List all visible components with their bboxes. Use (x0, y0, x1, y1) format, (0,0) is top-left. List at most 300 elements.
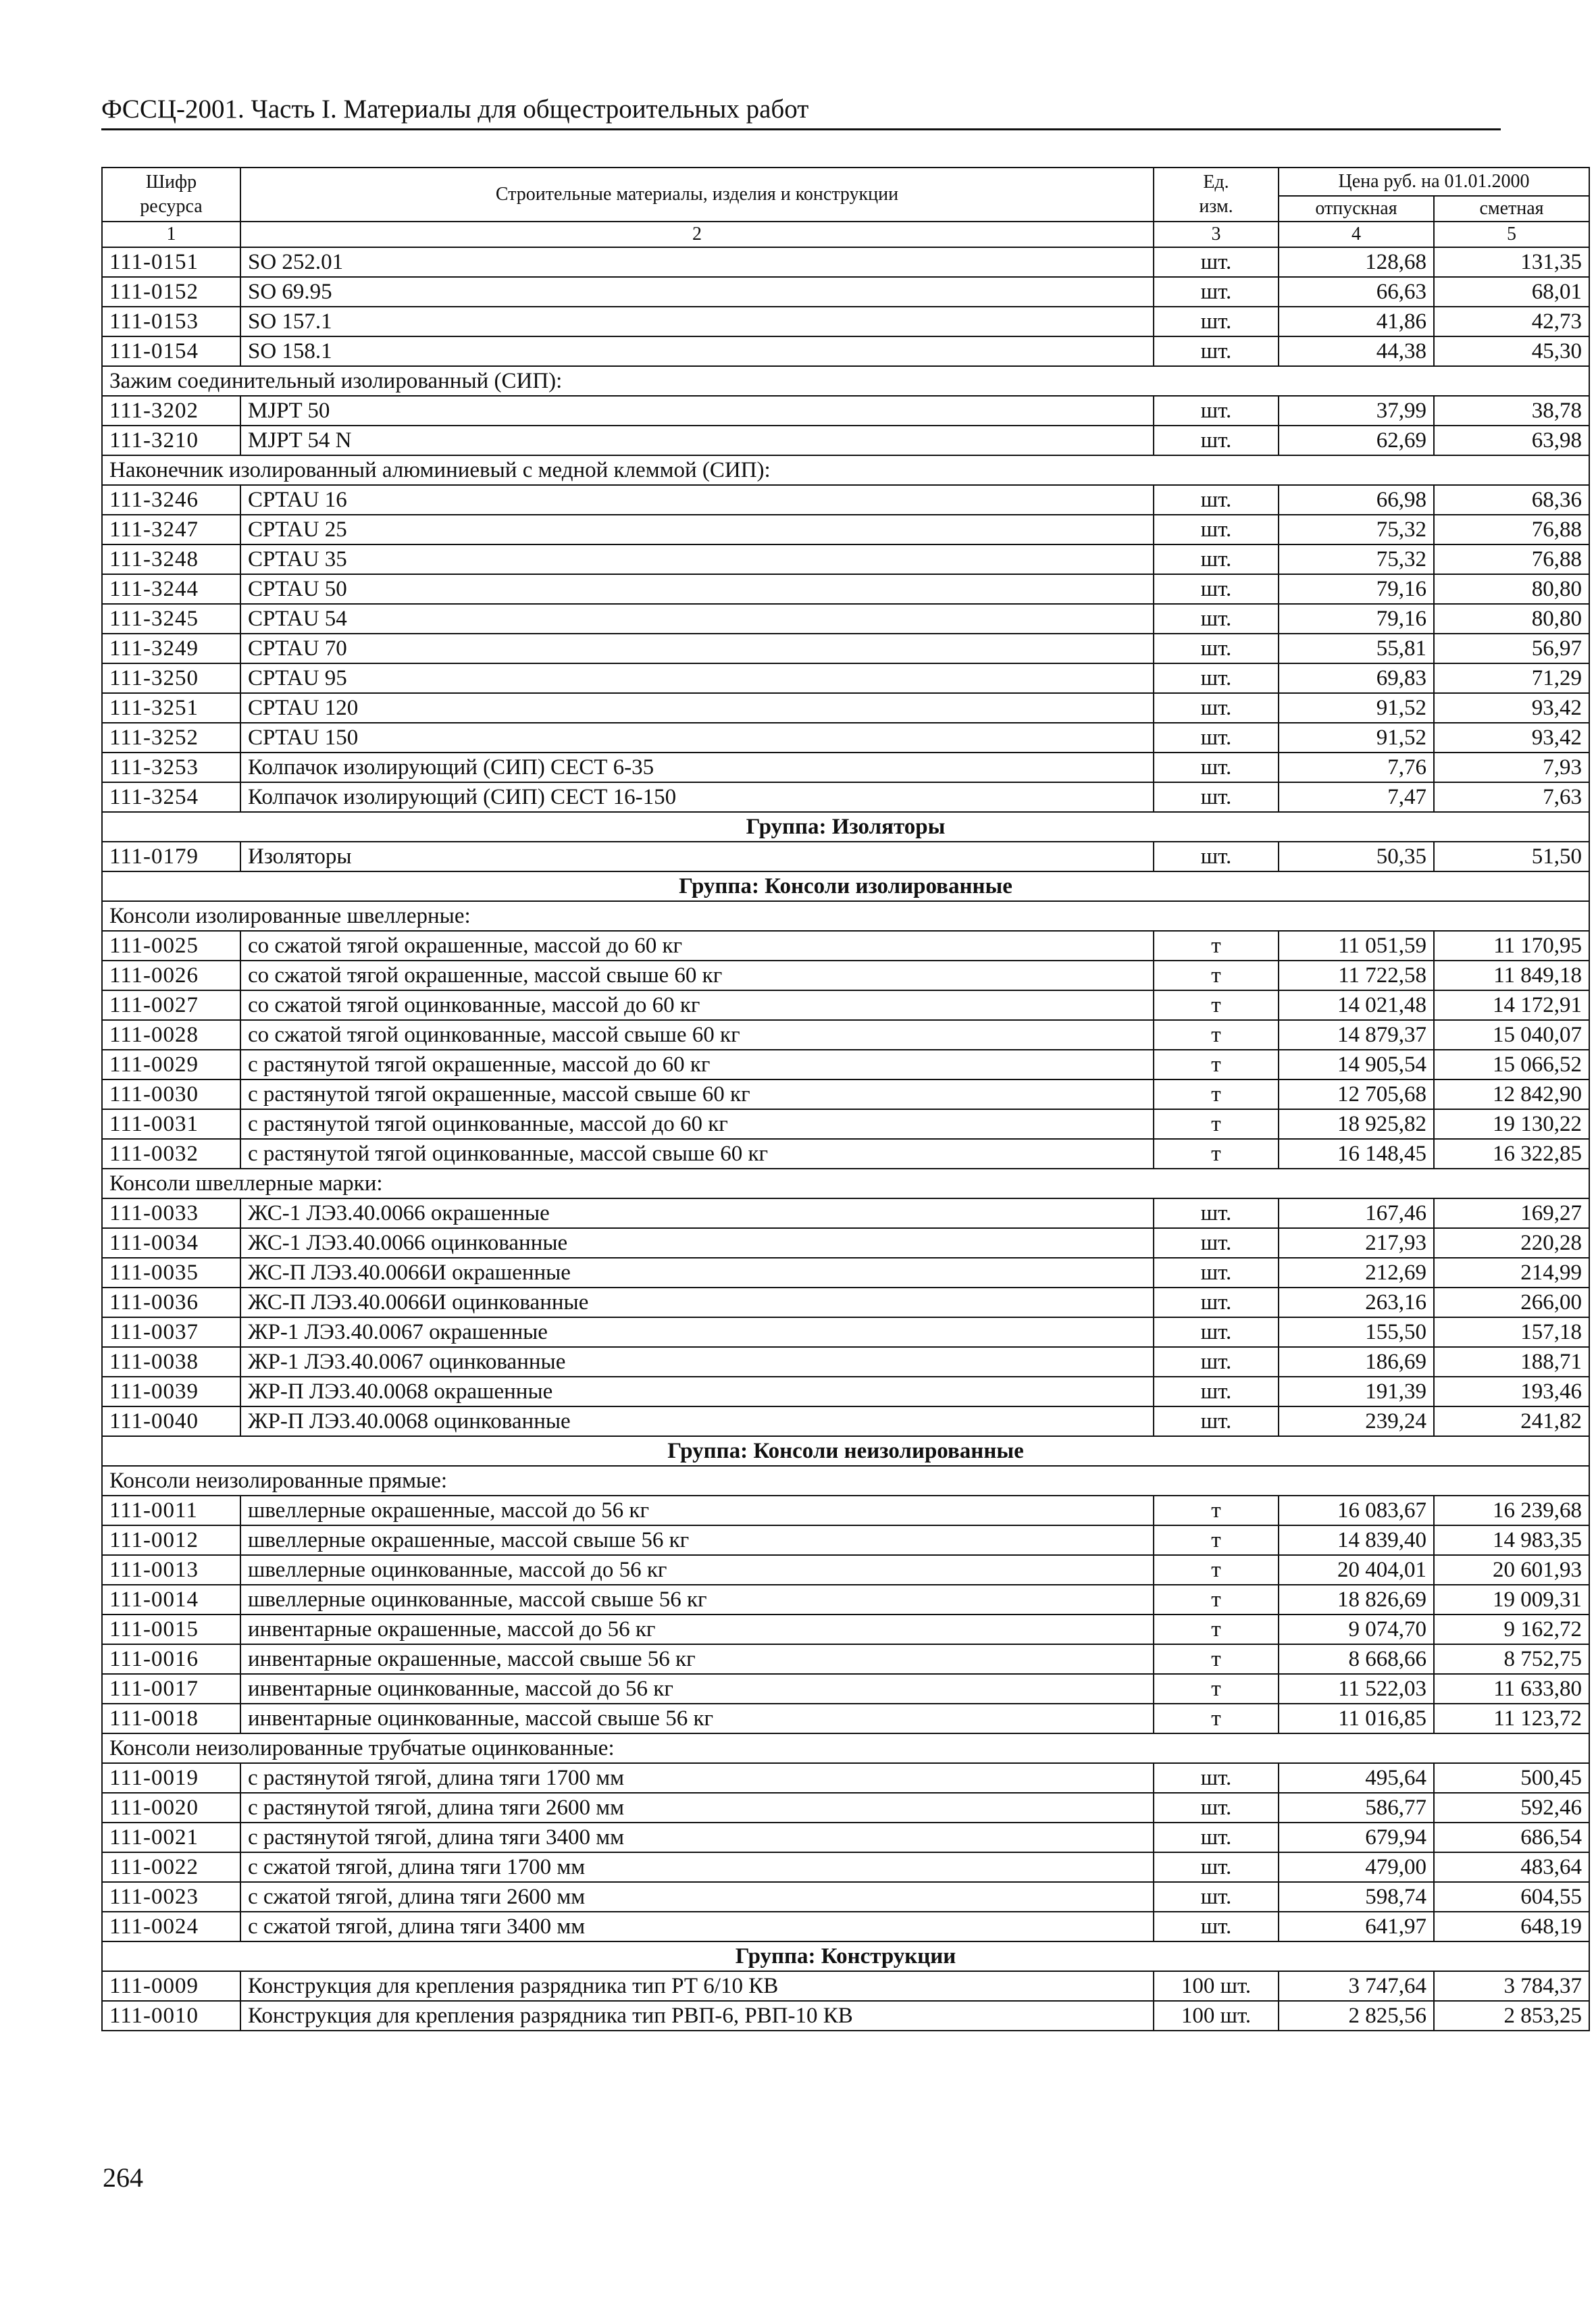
release-price-cell: 679,94 (1279, 1823, 1434, 1852)
table-row (102, 1228, 1589, 1258)
material-name-cell: ЖР-П ЛЭ3.40.0068 окрашенные (240, 1377, 1154, 1406)
release-price-cell: 16 083,67 (1279, 1496, 1434, 1525)
release-price-cell: 14 905,54 (1279, 1050, 1434, 1079)
resource-code-cell: 111-3249 (102, 634, 240, 663)
table-row (102, 1050, 1589, 1079)
estimate-price-cell: 19 130,22 (1434, 1109, 1589, 1139)
material-name-cell: со сжатой тягой оцинкованные, массой до 60 кг (240, 990, 1154, 1020)
col-unit-line2: изм. (1199, 196, 1233, 217)
table-row (102, 782, 1589, 812)
col-code-header (102, 168, 240, 222)
material-name-cell: ЖС-П ЛЭ3.40.0066И окрашенные (240, 1258, 1154, 1288)
table-row (102, 307, 1589, 336)
group-heading: Группа: Изоляторы (102, 812, 1589, 842)
resource-code-cell: 111-0025 (102, 931, 240, 961)
table-row (102, 1020, 1589, 1050)
material-name-cell: ЖР-1 ЛЭ3.40.0067 окрашенные (240, 1317, 1154, 1347)
estimate-price-cell: 11 849,18 (1434, 961, 1589, 990)
release-price-cell: 263,16 (1279, 1288, 1434, 1317)
table-row (102, 277, 1589, 307)
resource-code-cell: 111-0013 (102, 1555, 240, 1585)
table-row (102, 1674, 1589, 1704)
estimate-price-cell: 15 040,07 (1434, 1020, 1589, 1050)
estimate-price-cell: 3 784,37 (1434, 1971, 1589, 2001)
unit-cell: шт. (1154, 574, 1279, 604)
estimate-price-cell: 45,30 (1434, 336, 1589, 366)
material-name-cell: с растянутой тягой, длина тяги 1700 мм (240, 1763, 1154, 1793)
material-name-cell: с растянутой тягой, длина тяги 2600 мм (240, 1793, 1154, 1823)
resource-code-cell: 111-0026 (102, 961, 240, 990)
estimate-price-cell: 14 983,35 (1434, 1525, 1589, 1555)
table-row (102, 1347, 1589, 1377)
material-name-cell: ЖР-П ЛЭ3.40.0068 оцинкованные (240, 1406, 1154, 1436)
resource-code-cell: 111-0027 (102, 990, 240, 1020)
resource-code-cell: 111-0033 (102, 1198, 240, 1228)
estimate-price-cell: 8 752,75 (1434, 1644, 1589, 1674)
table-row (102, 426, 1589, 455)
subgroup-heading: Зажим соединительный изолированный (СИП): (102, 366, 1589, 396)
material-name-cell: Колпачок изолирующий (СИП) СЕСТ 16-150 (240, 782, 1154, 812)
resource-code-cell: 111-0021 (102, 1823, 240, 1852)
unit-cell: т (1154, 961, 1279, 990)
material-name-cell: с растянутой тягой оцинкованные, массой до 60 кг (240, 1109, 1154, 1139)
table-row (102, 931, 1589, 961)
resource-code-cell: 111-3254 (102, 782, 240, 812)
material-name-cell: со сжатой тягой окрашенные, массой до 60 кг (240, 931, 1154, 961)
unit-cell: шт. (1154, 1882, 1279, 1912)
material-name-cell: швеллерные оцинкованные, массой свыше 56 кг (240, 1585, 1154, 1615)
table-row (102, 485, 1589, 515)
material-name-cell: SO 158.1 (240, 336, 1154, 366)
unit-cell: шт. (1154, 663, 1279, 693)
release-price-cell: 9 074,70 (1279, 1615, 1434, 1644)
table-row (102, 693, 1589, 723)
unit-cell: шт. (1154, 544, 1279, 574)
estimate-price-cell: 68,36 (1434, 485, 1589, 515)
estimate-price-cell: 16 322,85 (1434, 1139, 1589, 1169)
table-row (102, 1377, 1589, 1406)
resource-code-cell: 111-0029 (102, 1050, 240, 1079)
group-heading-row (102, 1941, 1589, 1971)
unit-cell: шт. (1154, 634, 1279, 663)
col-number-1: 1 (102, 222, 240, 247)
material-name-cell: с сжатой тягой, длина тяги 2600 мм (240, 1882, 1154, 1912)
table-row (102, 990, 1589, 1020)
subgroup-heading-row (102, 455, 1589, 485)
resource-code-cell: 111-0009 (102, 1971, 240, 2001)
material-name-cell: CPTAU 35 (240, 544, 1154, 574)
release-price-cell: 91,52 (1279, 693, 1434, 723)
estimate-price-cell: 9 162,72 (1434, 1615, 1589, 1644)
table-row (102, 1704, 1589, 1733)
col-code-line2: ресурса (140, 196, 203, 217)
table-row (102, 1615, 1589, 1644)
col-price-header: Цена руб. на 01.01.2000 (1279, 168, 1589, 196)
material-name-cell: Колпачок изолирующий (СИП) СЕСТ 6-35 (240, 753, 1154, 782)
estimate-price-cell: 11 633,80 (1434, 1674, 1589, 1704)
estimate-price-cell: 592,46 (1434, 1793, 1589, 1823)
material-name-cell: CPTAU 50 (240, 574, 1154, 604)
resource-code-cell: 111-3247 (102, 515, 240, 544)
subgroup-heading-row (102, 1169, 1589, 1198)
estimate-price-cell: 11 123,72 (1434, 1704, 1589, 1733)
table-row (102, 1109, 1589, 1139)
resource-code-cell: 111-0153 (102, 307, 240, 336)
release-price-cell: 20 404,01 (1279, 1555, 1434, 1585)
unit-cell: шт. (1154, 307, 1279, 336)
release-price-cell: 239,24 (1279, 1406, 1434, 1436)
release-price-cell: 41,86 (1279, 307, 1434, 336)
table-header (102, 168, 1589, 247)
table-row (102, 1823, 1589, 1852)
unit-cell: шт. (1154, 1823, 1279, 1852)
table-row (102, 1912, 1589, 1941)
table-row (102, 1555, 1589, 1585)
release-price-cell: 186,69 (1279, 1347, 1434, 1377)
estimate-price-cell: 80,80 (1434, 574, 1589, 604)
estimate-price-cell: 220,28 (1434, 1228, 1589, 1258)
estimate-price-cell: 76,88 (1434, 515, 1589, 544)
unit-cell: т (1154, 1079, 1279, 1109)
resource-code-cell: 111-3210 (102, 426, 240, 455)
release-price-cell: 18 826,69 (1279, 1585, 1434, 1615)
estimate-price-cell: 11 170,95 (1434, 931, 1589, 961)
unit-cell: шт. (1154, 426, 1279, 455)
unit-cell: т (1154, 1050, 1279, 1079)
release-price-cell: 128,68 (1279, 247, 1434, 277)
release-price-cell: 37,99 (1279, 396, 1434, 426)
table-row (102, 1971, 1589, 2001)
table-row (102, 753, 1589, 782)
release-price-cell: 14 021,48 (1279, 990, 1434, 1020)
material-name-cell: ЖС-П ЛЭ3.40.0066И оцинкованные (240, 1288, 1154, 1317)
group-heading-row (102, 1436, 1589, 1466)
resource-code-cell: 111-0011 (102, 1496, 240, 1525)
release-price-cell: 11 722,58 (1279, 961, 1434, 990)
material-name-cell: с сжатой тягой, длина тяги 3400 мм (240, 1912, 1154, 1941)
estimate-price-cell: 241,82 (1434, 1406, 1589, 1436)
unit-cell: т (1154, 1525, 1279, 1555)
resource-code-cell: 111-0012 (102, 1525, 240, 1555)
release-price-cell: 44,38 (1279, 336, 1434, 366)
unit-cell: т (1154, 1555, 1279, 1585)
material-name-cell: CPTAU 54 (240, 604, 1154, 634)
group-heading-row (102, 871, 1589, 901)
unit-cell: шт. (1154, 336, 1279, 366)
estimate-price-cell: 38,78 (1434, 396, 1589, 426)
material-name-cell: Конструкция для крепления разрядника тип РТ 6/10 КВ (240, 1971, 1154, 2001)
estimate-price-cell: 19 009,31 (1434, 1585, 1589, 1615)
unit-cell: шт. (1154, 1347, 1279, 1377)
release-price-cell: 8 668,66 (1279, 1644, 1434, 1674)
material-name-cell: швеллерные окрашенные, массой свыше 56 кг (240, 1525, 1154, 1555)
estimate-price-cell: 68,01 (1434, 277, 1589, 307)
unit-cell: т (1154, 1139, 1279, 1169)
unit-cell: шт. (1154, 782, 1279, 812)
estimate-price-cell: 686,54 (1434, 1823, 1589, 1852)
subgroup-heading: Консоли неизолированные прямые: (102, 1466, 1589, 1496)
estimate-price-cell: 93,42 (1434, 723, 1589, 753)
unit-cell: шт. (1154, 515, 1279, 544)
resource-code-cell: 111-0024 (102, 1912, 240, 1941)
unit-cell: шт. (1154, 1228, 1279, 1258)
release-price-cell: 191,39 (1279, 1377, 1434, 1406)
unit-cell: т (1154, 1704, 1279, 1733)
release-price-cell: 7,76 (1279, 753, 1434, 782)
table-row (102, 1882, 1589, 1912)
resource-code-cell: 111-0037 (102, 1317, 240, 1347)
table-row (102, 634, 1589, 663)
unit-cell: шт. (1154, 277, 1279, 307)
release-price-cell: 2 825,56 (1279, 2001, 1434, 2031)
release-price-cell: 155,50 (1279, 1317, 1434, 1347)
release-price-cell: 495,64 (1279, 1763, 1434, 1793)
resource-code-cell: 111-0023 (102, 1882, 240, 1912)
col-code-line1: Шифр (145, 172, 197, 193)
material-name-cell: CPTAU 70 (240, 634, 1154, 663)
resource-code-cell: 111-0015 (102, 1615, 240, 1644)
resource-code-cell: 111-0035 (102, 1258, 240, 1288)
page-header-title: ФССЦ-2001. Часть I. Материалы для общестроительных работ (101, 95, 809, 124)
table-row (102, 544, 1589, 574)
material-name-cell: с растянутой тягой окрашенные, массой до 60 кг (240, 1050, 1154, 1079)
estimate-price-cell: 193,46 (1434, 1377, 1589, 1406)
estimate-price-cell: 7,63 (1434, 782, 1589, 812)
material-name-cell: ЖС-1 ЛЭ3.40.0066 оцинкованные (240, 1228, 1154, 1258)
resource-code-cell: 111-0020 (102, 1793, 240, 1823)
col-estimate-price-header: сметная (1434, 196, 1589, 222)
release-price-cell: 75,32 (1279, 515, 1434, 544)
resource-code-cell: 111-0028 (102, 1020, 240, 1050)
unit-cell: шт. (1154, 247, 1279, 277)
resource-code-cell: 111-0032 (102, 1139, 240, 1169)
release-price-cell: 598,74 (1279, 1882, 1434, 1912)
resource-code-cell: 111-0034 (102, 1228, 240, 1258)
col-number-5: 5 (1434, 222, 1589, 247)
unit-cell: шт. (1154, 1377, 1279, 1406)
material-name-cell: CPTAU 150 (240, 723, 1154, 753)
estimate-price-cell: 14 172,91 (1434, 990, 1589, 1020)
material-name-cell: CPTAU 16 (240, 485, 1154, 515)
resource-code-cell: 111-3248 (102, 544, 240, 574)
table-row (102, 574, 1589, 604)
subgroup-heading: Наконечник изолированный алюминиевый с медной клеммой (СИП): (102, 455, 1589, 485)
resource-code-cell: 111-0040 (102, 1406, 240, 1436)
material-name-cell: швеллерные окрашенные, массой до 56 кг (240, 1496, 1154, 1525)
unit-cell: т (1154, 1109, 1279, 1139)
estimate-price-cell: 15 066,52 (1434, 1050, 1589, 1079)
estimate-price-cell: 20 601,93 (1434, 1555, 1589, 1585)
col-number-2: 2 (240, 222, 1154, 247)
release-price-cell: 7,47 (1279, 782, 1434, 812)
unit-cell: шт. (1154, 723, 1279, 753)
unit-cell: шт. (1154, 604, 1279, 634)
unit-cell: шт. (1154, 693, 1279, 723)
unit-cell: шт. (1154, 396, 1279, 426)
table-row (102, 663, 1589, 693)
unit-cell: т (1154, 1585, 1279, 1615)
unit-cell: т (1154, 1496, 1279, 1525)
release-price-cell: 14 839,40 (1279, 1525, 1434, 1555)
table-row (102, 1763, 1589, 1793)
estimate-price-cell: 42,73 (1434, 307, 1589, 336)
estimate-price-cell: 648,19 (1434, 1912, 1589, 1941)
estimate-price-cell: 604,55 (1434, 1882, 1589, 1912)
estimate-price-cell: 93,42 (1434, 693, 1589, 723)
table-row (102, 1585, 1589, 1615)
resource-code-cell: 111-0017 (102, 1674, 240, 1704)
table-row (102, 336, 1589, 366)
unit-cell: шт. (1154, 1198, 1279, 1228)
material-name-cell: Конструкция для крепления разрядника тип РВП-6, РВП-10 КВ (240, 2001, 1154, 2031)
release-price-cell: 167,46 (1279, 1198, 1434, 1228)
estimate-price-cell: 131,35 (1434, 247, 1589, 277)
estimate-price-cell: 500,45 (1434, 1763, 1589, 1793)
release-price-cell: 14 879,37 (1279, 1020, 1434, 1050)
resource-code-cell: 111-3246 (102, 485, 240, 515)
resource-code-cell: 111-0022 (102, 1852, 240, 1882)
resource-code-cell: 111-0014 (102, 1585, 240, 1615)
estimate-price-cell: 56,97 (1434, 634, 1589, 663)
group-heading: Группа: Консоли неизолированные (102, 1436, 1589, 1466)
material-name-cell: ЖС-1 ЛЭ3.40.0066 окрашенные (240, 1198, 1154, 1228)
release-price-cell: 50,35 (1279, 842, 1434, 871)
unit-cell: т (1154, 1615, 1279, 1644)
subgroup-heading: Консоли неизолированные трубчатые оцинкованные: (102, 1733, 1589, 1763)
release-price-cell: 641,97 (1279, 1912, 1434, 1941)
unit-cell: 100 шт. (1154, 1971, 1279, 2001)
unit-cell: т (1154, 990, 1279, 1020)
table-row (102, 1258, 1589, 1288)
material-name-cell: швеллерные оцинкованные, массой до 56 кг (240, 1555, 1154, 1585)
unit-cell: шт. (1154, 1852, 1279, 1882)
subgroup-heading-row (102, 366, 1589, 396)
material-name-cell: SO 157.1 (240, 307, 1154, 336)
table-row (102, 1139, 1589, 1169)
estimate-price-cell: 12 842,90 (1434, 1079, 1589, 1109)
col-release-price-header: отпускная (1279, 196, 1434, 222)
estimate-price-cell: 188,71 (1434, 1347, 1589, 1377)
unit-cell: шт. (1154, 753, 1279, 782)
col-number-3: 3 (1154, 222, 1279, 247)
estimate-price-cell: 483,64 (1434, 1852, 1589, 1882)
resource-code-cell: 111-3252 (102, 723, 240, 753)
estimate-price-cell: 2 853,25 (1434, 2001, 1589, 2031)
unit-cell: т (1154, 1020, 1279, 1050)
page-number: 264 (103, 2162, 143, 2193)
release-price-cell: 16 148,45 (1279, 1139, 1434, 1169)
material-name-cell: со сжатой тягой оцинкованные, массой свыше 60 кг (240, 1020, 1154, 1050)
table-row (102, 1852, 1589, 1882)
table-row (102, 1644, 1589, 1674)
resource-code-cell: 111-0038 (102, 1347, 240, 1377)
group-heading: Группа: Конструкции (102, 1941, 1589, 1971)
resource-code-cell: 111-3250 (102, 663, 240, 693)
resource-code-cell: 111-0179 (102, 842, 240, 871)
material-name-cell: SO 252.01 (240, 247, 1154, 277)
estimate-price-cell: 76,88 (1434, 544, 1589, 574)
resource-code-cell: 111-0036 (102, 1288, 240, 1317)
estimate-price-cell: 16 239,68 (1434, 1496, 1589, 1525)
col-number-4: 4 (1279, 222, 1434, 247)
table-row (102, 247, 1589, 277)
resource-code-cell: 111-0154 (102, 336, 240, 366)
material-name-cell: инвентарные оцинкованные, массой свыше 56 кг (240, 1704, 1154, 1733)
release-price-cell: 66,63 (1279, 277, 1434, 307)
resource-code-cell: 111-3244 (102, 574, 240, 604)
release-price-cell: 69,83 (1279, 663, 1434, 693)
unit-cell: шт. (1154, 1793, 1279, 1823)
resource-code-cell: 111-0031 (102, 1109, 240, 1139)
material-name-cell: SO 69.95 (240, 277, 1154, 307)
resource-code-cell: 111-0030 (102, 1079, 240, 1109)
estimate-price-cell: 80,80 (1434, 604, 1589, 634)
unit-cell: шт. (1154, 1912, 1279, 1941)
estimate-price-cell: 71,29 (1434, 663, 1589, 693)
subgroup-heading: Консоли швеллерные марки: (102, 1169, 1589, 1198)
table-row (102, 396, 1589, 426)
group-heading: Группа: Консоли изолированные (102, 871, 1589, 901)
table-row (102, 2001, 1589, 2031)
resource-code-cell: 111-3202 (102, 396, 240, 426)
unit-cell: шт. (1154, 1258, 1279, 1288)
group-heading-row (102, 812, 1589, 842)
release-price-cell: 479,00 (1279, 1852, 1434, 1882)
subgroup-heading: Консоли изолированные швеллерные: (102, 901, 1589, 931)
subgroup-heading-row (102, 901, 1589, 931)
release-price-cell: 55,81 (1279, 634, 1434, 663)
unit-cell: шт. (1154, 1317, 1279, 1347)
estimate-price-cell: 266,00 (1434, 1288, 1589, 1317)
release-price-cell: 91,52 (1279, 723, 1434, 753)
table-row (102, 1198, 1589, 1228)
release-price-cell: 11 016,85 (1279, 1704, 1434, 1733)
release-price-cell: 217,93 (1279, 1228, 1434, 1258)
release-price-cell: 12 705,68 (1279, 1079, 1434, 1109)
material-name-cell: CPTAU 120 (240, 693, 1154, 723)
table-row (102, 1406, 1589, 1436)
table-row (102, 515, 1589, 544)
release-price-cell: 79,16 (1279, 574, 1434, 604)
unit-cell: т (1154, 1644, 1279, 1674)
release-price-cell: 11 522,03 (1279, 1674, 1434, 1704)
material-name-cell: с растянутой тягой, длина тяги 3400 мм (240, 1823, 1154, 1852)
resource-code-cell: 111-3253 (102, 753, 240, 782)
material-name-cell: CPTAU 95 (240, 663, 1154, 693)
material-name-cell: инвентарные окрашенные, массой до 56 кг (240, 1615, 1154, 1644)
table-row (102, 604, 1589, 634)
col-unit-header (1154, 168, 1279, 222)
price-table (101, 167, 1590, 2031)
resource-code-cell: 111-3251 (102, 693, 240, 723)
table-row (102, 1079, 1589, 1109)
material-name-cell: со сжатой тягой окрашенные, массой свыше 60 кг (240, 961, 1154, 990)
release-price-cell: 212,69 (1279, 1258, 1434, 1288)
resource-code-cell: 111-0039 (102, 1377, 240, 1406)
resource-code-cell: 111-0152 (102, 277, 240, 307)
unit-cell: т (1154, 931, 1279, 961)
resource-code-cell: 111-0018 (102, 1704, 240, 1733)
release-price-cell: 79,16 (1279, 604, 1434, 634)
unit-cell: шт. (1154, 1763, 1279, 1793)
col-name-header: Строительные материалы, изделия и конструкции (240, 168, 1154, 222)
release-price-cell: 18 925,82 (1279, 1109, 1434, 1139)
estimate-price-cell: 169,27 (1434, 1198, 1589, 1228)
table-row (102, 1317, 1589, 1347)
resource-code-cell: 111-0010 (102, 2001, 240, 2031)
release-price-cell: 75,32 (1279, 544, 1434, 574)
release-price-cell: 3 747,64 (1279, 1971, 1434, 2001)
